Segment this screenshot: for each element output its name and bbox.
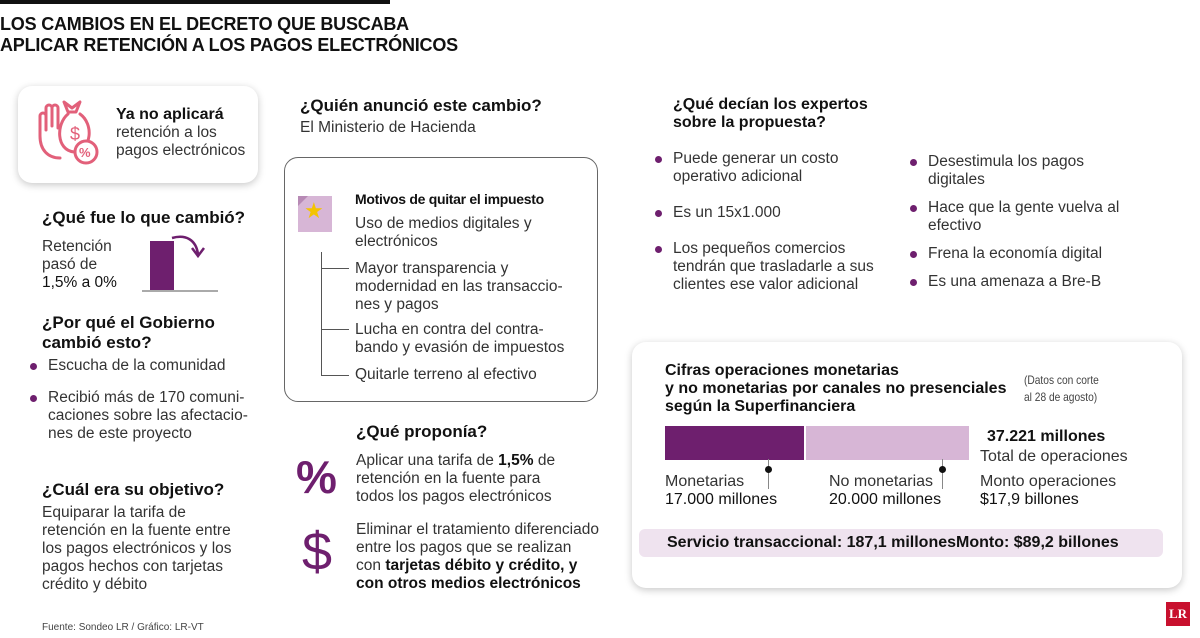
- arrow-down-icon: [168, 232, 208, 262]
- amount-value: $17,9 billones: [980, 491, 1079, 508]
- goal-line: crédito y débito: [42, 576, 148, 593]
- p1-line: retención en la fuente para: [356, 470, 541, 487]
- expert-point: [910, 199, 1150, 235]
- value-label: 17.000 millones: [665, 491, 778, 508]
- changed-bold: 1,5% a 0%: [42, 274, 117, 291]
- p1-text: de: [533, 452, 556, 469]
- expert-line: Es una amenaza a Bre-B: [928, 273, 1102, 290]
- total-label: Total de operaciones: [980, 448, 1128, 465]
- expert-line: Hace que la gente vuelva al: [928, 199, 1120, 216]
- bullet-icon: [30, 395, 37, 402]
- experts-heading-line: ¿Qué decían los expertos: [673, 96, 868, 113]
- p2-line: Eliminar el tratamiento diferenciado: [356, 521, 599, 538]
- title-line: APLICAR RETENCIÓN A LOS PAGOS ELECTRÓNICOS: [0, 35, 458, 55]
- bar-segment-no-monetarias: [806, 426, 969, 460]
- note-line: (Datos con corte: [1024, 373, 1099, 387]
- expert-line: Frena la economía digital: [928, 245, 1103, 262]
- svg-text:$: $: [70, 124, 81, 144]
- reason-line: Lucha en contra del contra-: [355, 321, 544, 338]
- changed-line: Retención: [42, 238, 112, 255]
- changed-line: pasó de: [42, 256, 98, 273]
- why-heading-line: cambió esto?: [42, 333, 152, 352]
- svg-text:%: %: [79, 145, 91, 160]
- experts-right: [910, 153, 1150, 301]
- reason-item: [355, 321, 564, 357]
- service-text: Servicio transaccional: 187,1 millones: [667, 534, 957, 551]
- amount: [980, 473, 1116, 509]
- page-title: [0, 14, 458, 56]
- pointer-dot: [939, 466, 946, 473]
- changed-heading: ¿Qué fue lo que cambió?: [42, 208, 246, 227]
- reason-line: modernidad en las transaccio-: [355, 278, 563, 295]
- star-icon: ★: [304, 198, 324, 223]
- title-line: LOS CAMBIOS EN EL DECRETO QUE BUSCABA: [0, 14, 409, 34]
- goal-line: pagos hechos con tarjetas: [42, 558, 223, 575]
- expert-line: clientes ese valor adicional: [673, 276, 859, 293]
- proposal-heading: ¿Qué proponía?: [356, 422, 488, 441]
- bullet-icon: [910, 159, 917, 166]
- tree-branch: [321, 375, 349, 376]
- figures-heading: [665, 362, 1006, 416]
- figures-heading-line: y no monetarias por canales no presenciales: [665, 380, 1007, 397]
- p2-line: entre los pagos que se realizan: [356, 539, 572, 556]
- expert-line: Puede generar un costo: [673, 150, 839, 167]
- bar-segment-monetarias: [665, 426, 804, 460]
- lr-logo: LR: [1166, 602, 1190, 626]
- expert-point: [655, 240, 895, 294]
- p2-text: con: [356, 557, 386, 574]
- expert-line: Los pequeños comercios: [673, 240, 846, 257]
- figures-heading-line: Cifras operaciones monetarias: [665, 362, 899, 379]
- expert-point: [910, 153, 1150, 189]
- title-rule: [0, 0, 390, 4]
- percent-icon: %: [296, 451, 337, 503]
- p1-bold: 1,5%: [498, 452, 534, 469]
- reason-item: [355, 366, 537, 384]
- proposal-item-2: [356, 521, 599, 593]
- p2-bold: con otros medios electrónicos: [356, 575, 581, 592]
- hero-line: pagos electrónicos: [116, 142, 246, 159]
- hero-card: [18, 86, 258, 183]
- expert-line: Es un 15x1.000: [673, 204, 781, 221]
- category-label: Monetarias: [665, 473, 745, 490]
- bullet-icon: [655, 156, 662, 163]
- why-heading: [42, 313, 215, 353]
- expert-point: [910, 245, 1150, 263]
- who-heading: ¿Quién anunció este cambio?: [300, 96, 542, 115]
- experts-heading-line: sobre la propuesta?: [673, 114, 826, 131]
- why-item-text: Escucha de la comunidad: [48, 357, 226, 374]
- reason-line: bando y evasión de impuestos: [355, 339, 565, 356]
- category-label: No monetarias: [829, 473, 934, 490]
- star-badge: [298, 196, 332, 232]
- goal-line: los pagos electrónicos y los: [42, 540, 232, 557]
- who-answer: El Ministerio de Hacienda: [300, 119, 476, 136]
- why-item-line: Recibió más de 170 comuni-: [48, 389, 245, 406]
- tree-branch: [321, 268, 349, 269]
- why-item: [30, 357, 270, 375]
- why-item-line: caciones sobre las afectacio-: [48, 407, 248, 424]
- why-item: [30, 389, 270, 443]
- label-no-monetarias: [829, 473, 941, 509]
- service-band: [639, 529, 1163, 557]
- reason-line: Mayor transparencia y: [355, 260, 509, 277]
- goal-heading: ¿Cuál era su objetivo?: [42, 480, 225, 499]
- why-heading-line: ¿Por qué el Gobierno: [42, 313, 215, 332]
- expert-line: operativo adicional: [673, 168, 803, 185]
- hero-line: retención a los: [116, 124, 217, 141]
- expert-point: [910, 273, 1150, 291]
- service-amount: Monto: $89,2 billones: [956, 534, 1119, 551]
- expert-line: Desestimula los pagos: [928, 153, 1084, 170]
- stacked-bar: [665, 426, 969, 460]
- reasons-heading: Motivos de quitar el impuesto: [355, 191, 544, 207]
- p1-text: Aplicar una tarifa de: [356, 452, 499, 469]
- total-value: 37.221 millones: [987, 428, 1106, 445]
- goal-line: Equiparar la tarifa de: [42, 504, 186, 521]
- bullet-icon: [655, 246, 662, 253]
- expert-line: tendrán que trasladarle a sus: [673, 258, 874, 275]
- label-monetarias: [665, 473, 777, 509]
- goal-text: [42, 504, 232, 594]
- expert-point: [655, 150, 895, 186]
- tree-branch: [321, 329, 349, 330]
- bar-baseline: [142, 290, 218, 292]
- bullet-icon: [655, 210, 662, 217]
- p1-line: todos los pagos electrónicos: [356, 488, 552, 505]
- expert-line: efectivo: [928, 217, 982, 234]
- dollar-icon: $: [302, 522, 333, 582]
- expert-line: digitales: [928, 171, 985, 188]
- reason-line: Uso de medios digitales y: [355, 215, 532, 232]
- pointer-dot: [765, 466, 772, 473]
- note-line: al 28 de agosto): [1024, 390, 1098, 404]
- figures-card: [632, 342, 1182, 588]
- bullet-icon: [910, 251, 917, 258]
- figures-heading-line: según la Superfinanciera: [665, 398, 856, 415]
- source-note: Fuente: Sondeo LR / Gráfico: LR-VT: [42, 622, 204, 633]
- proposal-item-1: [356, 452, 555, 506]
- bullet-icon: [910, 279, 917, 286]
- money-bag-hand-icon: [34, 96, 102, 172]
- goal-line: retención en la fuente entre: [42, 522, 231, 539]
- why-item-line: nes de este proyecto: [48, 425, 192, 442]
- amount-label: Monto operaciones: [980, 473, 1117, 490]
- reason-line: nes y pagos: [355, 296, 439, 313]
- expert-point: [655, 204, 895, 222]
- bullet-icon: [910, 205, 917, 212]
- figures-note: [1024, 372, 1099, 406]
- experts-heading: [673, 96, 868, 132]
- reasons-box: [284, 157, 598, 402]
- reason-line: Quitarle terreno al efectivo: [355, 366, 537, 383]
- hero-bold: Ya no aplicará: [116, 106, 224, 123]
- why-item-text: [48, 389, 270, 443]
- experts-left: [655, 150, 895, 312]
- tree-line: [321, 252, 322, 376]
- bullet-icon: [30, 363, 37, 370]
- reason-item: [355, 260, 563, 314]
- p2-bold: tarjetas débito y crédito, y: [385, 557, 578, 574]
- reason-line: electrónicos: [355, 233, 438, 250]
- value-label: 20.000 millones: [829, 491, 942, 508]
